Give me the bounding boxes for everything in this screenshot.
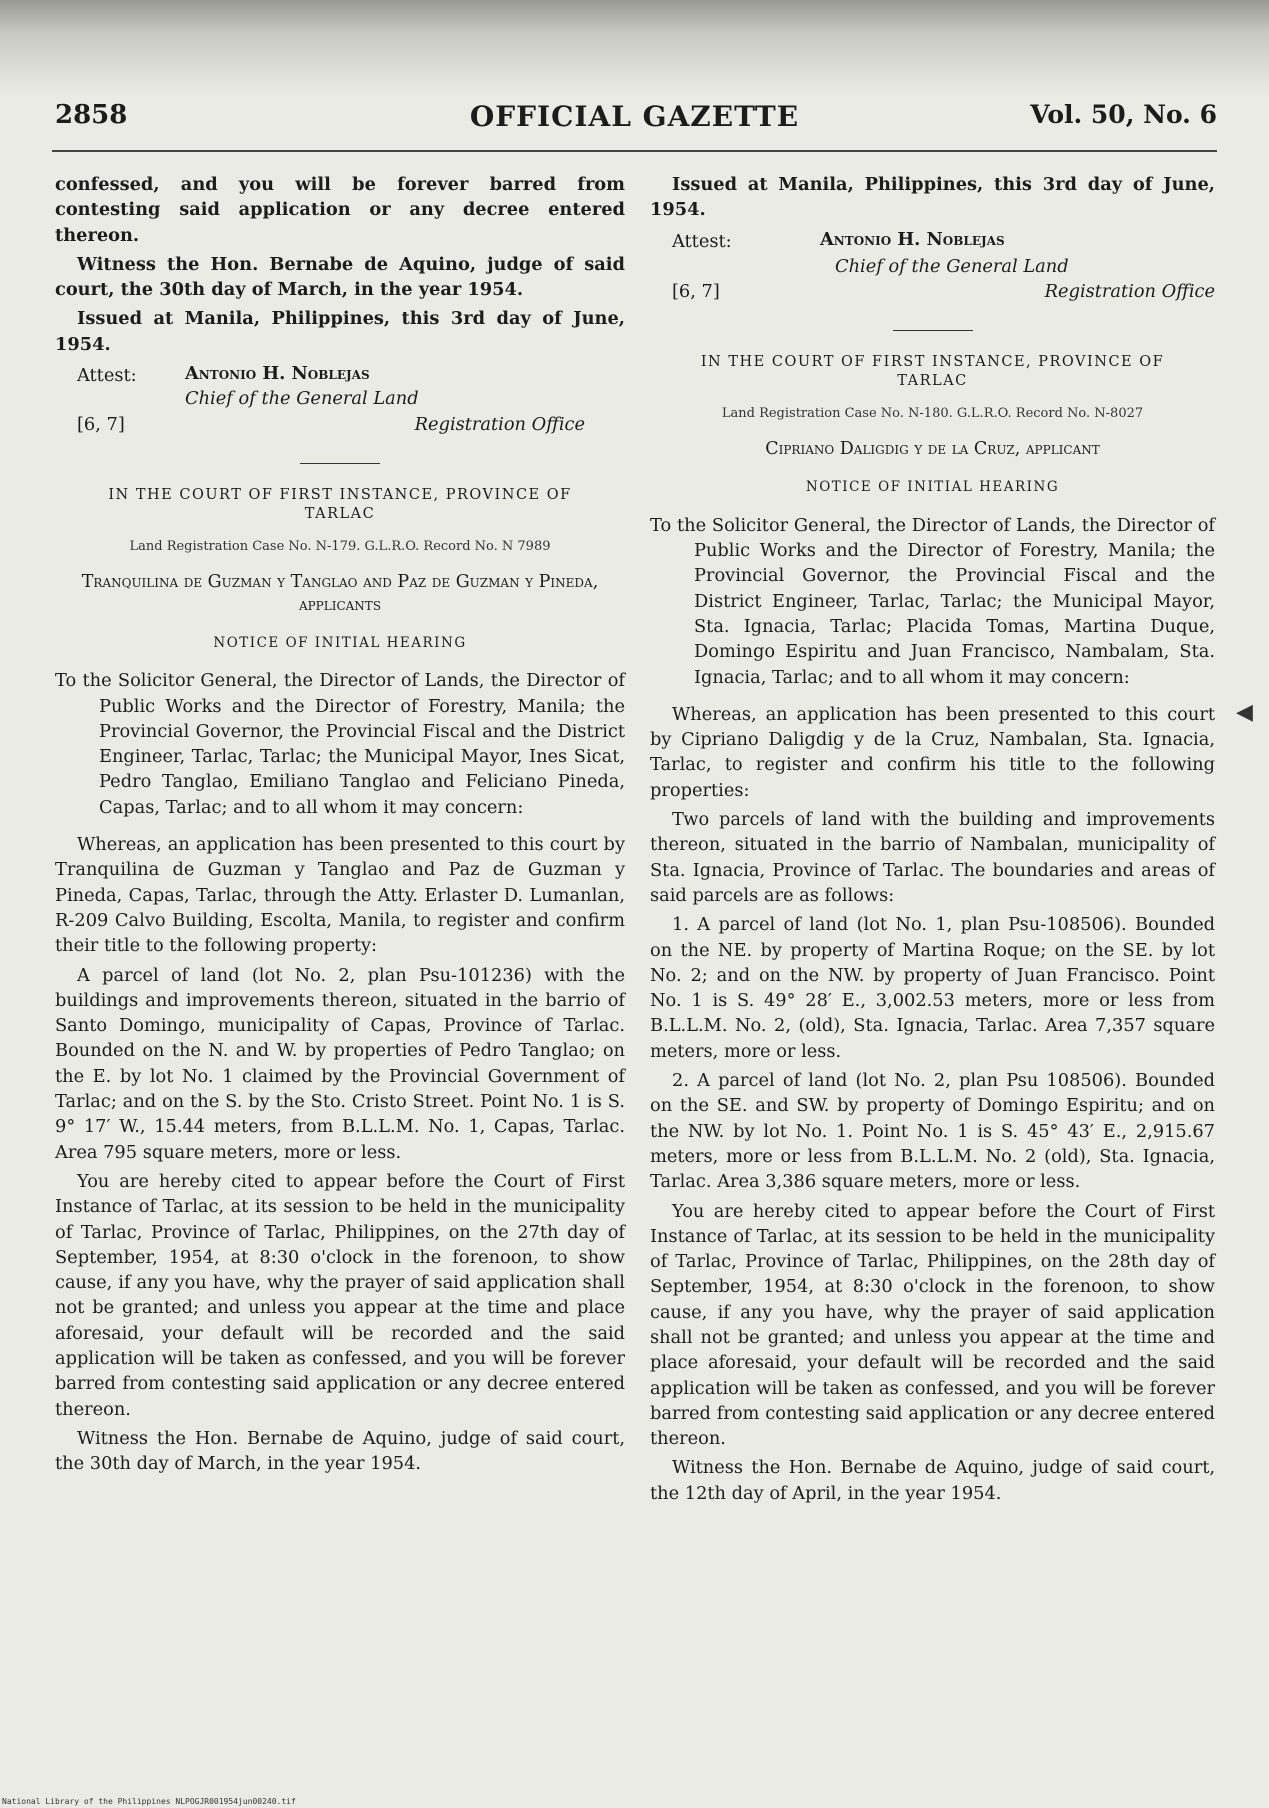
right-signature [820,227,1005,254]
parcel-description: A parcel of land (lot No. 2, plan Psu-101236) with the buildings and improvements thereon, situated in the barrio of Santo Domingo, municipality of Capas, Province of Tarlac. Bounded on the N. and W. by properties of Pedro Tanglao; on the E. by lot No. 1 claimed by the Provincial Government of Tarlac; and on the S. by the Sto. Cristo Street. Point No. 1 is S. 9° 17′ W., 15.44 meters, from B.L.L.M. No. 1, Capas, Tarlac. Area 795 square meters, more or less. [55,964,625,1163]
parcel-2-description: 2. A parcel of land (lot No. 2, plan Psu 108506). Bounded on the SE. and SW. by property of Domingo Espiritu; and on the NW. by lot No. 1. Point No. 1 is S. 45° 43′ E., 2,915.67 meters, more or less from B.L.L.M. No. 2 (old), Sta. Ignacia, Tarlac. Area 3,386 square meters, more or less. [650,1070,1215,1193]
margin-mark: ◀ [1236,700,1253,725]
separator [893,330,973,331]
left-issued-prev: Issued at Manila, Philippines, this 3rd day of June, 1954. [55,308,625,355]
page-number: 2858 [55,100,128,130]
attest-title-2: Registration Office [414,413,585,435]
header-rule [52,150,1217,152]
addressees: To the Solicitor General, the Director of Lands, the Director of Public Works and the Director of Forestry, Manila; the Provincial Governor, the Provincial Fiscal and the District Engineer, Tarlac, Tarlac; the Municipal Mayor, Ines Sicat, Pedro Tanglao, Emiliano Tanglao and Feliciano Pineda, Capas, Tarlac; and to all whom it may concern: [55,670,625,818]
attest-title-1: Chief of the General Land [185,388,419,410]
attest-label: Attest: [77,365,137,387]
applicant-name: Cipriano Daligdig y de la Cruz, applicant [765,439,1100,460]
attest-title-1: Chief of the General Land [835,255,1069,277]
right-column [650,172,1215,1510]
applicant-name: Tranquilina de Guzman y Tanglao and Paz de Guzman y Pineda, applicants [81,571,599,615]
volume-number: Vol. 50, No. 6 [1030,100,1217,129]
citation-paragraph: You are hereby cited to appear before the Court of First Instance of Tarlac, at its session to be held in the municipality of Tarlac, Province of Tarlac, Philippines, on the 28th day of September, 1954, at 8:30 o'clock in the forenoon, to show cause, if any you have, why the prayer of said application shall not be granted; and unless you appear at the time and place aforesaid, your default will be recorded and the said application will be taken as confessed, and you will be forever barred from contesting said application or any decree entered thereon. [650,1200,1215,1450]
right-attest-block [650,227,1215,254]
parcels-intro: Two parcels of land with the building and improvements thereon, situated in the barrio of Nambalan, municipality of Sta. Ignacia, Province of Tarlac. The boundaries and areas of said parcels are as follows: [650,809,1215,906]
notice-heading: NOTICE OF INITIAL HEARING [213,634,467,651]
attest-name: Antonio H. Noblejas [185,363,370,385]
left-batch-row [55,412,625,437]
right-issued-prev: Issued at Manila, Philippines, this 3rd day of June, 1954. [650,174,1215,221]
case-number: Land Registration Case No. N-179. G.L.R.O. Record No. N 7989 [129,538,551,554]
left-attest-block [55,361,625,412]
court-heading: IN THE COURT OF FIRST INSTANCE, PROVINCE OF TARLAC [700,354,1165,390]
page-title: OFFICIAL GAZETTE [469,100,800,133]
whereas-paragraph: Whereas, an application has been presented to this court by Tranquilina de Guzman y Tanglao and Paz de Guzman y Pineda, Capas, Tarlac, through the Atty. Erlaster D. Lumanlan, R-209 Calvo Building, Escolta, Manila, to register and confirm their title to the following property: [55,834,625,957]
left-continued-text: confessed, and you will be forever barred from contesting said application or any decree entered thereon. [55,174,625,246]
attest-name: Antonio H. Noblejas [820,228,1005,250]
addressees: To the Solicitor General, the Director of Lands, the Director of Public Works and the Director of Forestry, Manila; the Provincial Governor, the Provincial Fiscal and the District Engineer, Tarlac, Tarlac; the Municipal Mayor, Sta. Ignacia, Tarlac; Placida Tomas, Martina Duque, Domingo Espiritu and Juan Francisco, Nambalam, Sta. Ignacia, Tarlac; and to all whom it may concern: [650,514,1215,688]
whereas-paragraph: Whereas, an application has been presented to this court by Cipriano Daligdig y de la Cruz, Nambalan, Sta. Ignacia, Tarlac, to register and confirm his title to the following properties: [650,703,1215,801]
court-heading: IN THE COURT OF FIRST INSTANCE, PROVINCE OF TARLAC [108,486,572,522]
right-batch-row [650,279,1215,304]
batch-code: [6, 7] [672,281,720,303]
batch-code: [6, 7] [77,413,125,435]
separator [300,463,380,464]
attest-title-2: Registration Office [1044,281,1215,303]
notice-heading: NOTICE OF INITIAL HEARING [805,479,1060,496]
citation-paragraph: You are hereby cited to appear before the Court of First Instance of Tarlac, at its session to be held in the municipality of Tarlac, Province of Tarlac, Philippines, on the 27th day of September, 1954, at 8:30 o'clock in the forenoon, to show cause, if any you have, why the prayer of said application shall not be granted; and unless you appear at the time and place aforesaid, your default will be recorded and the said application will be taken as confessed, and you will be forever barred from contesting said application or any decree entered thereon. [55,1170,625,1420]
witness-paragraph: Witness the Hon. Bernabe de Aquino, judge of said court, the 12th day of April, in the year 1954. [650,1457,1215,1504]
parcel-1-description: 1. A parcel of land (lot No. 1, plan Psu-108506). Bounded on the NE. by property of Martina Roque; on the SE. by lot No. 2; and on the NW. by property of Juan Francisco. Point No. 1 is S. 49° 28′ E., 3,002.53 meters, more or less from B.L.L.M. No. 2, (old), Sta. Ignacia, Tarlac. Area 7,357 square meters, more or less. [650,914,1215,1062]
attest-label: Attest: [672,230,732,252]
left-signature [185,361,419,412]
left-column [55,172,625,1480]
case-number: Land Registration Case No. N-180. G.L.R.O. Record No. N-8027 [721,406,1144,422]
witness-paragraph: Witness the Hon. Bernabe de Aquino, judge of said court, the 30th day of March, in the year 1954. [55,1427,625,1475]
scan-footer: National Library of the Philippines NLPOGJR001954jun00240.tif [2,1797,296,1806]
left-witness-prev: Witness the Hon. Bernabe de Aquino, judge of said court, the 30th day of March, in the year 1954. [55,253,625,301]
